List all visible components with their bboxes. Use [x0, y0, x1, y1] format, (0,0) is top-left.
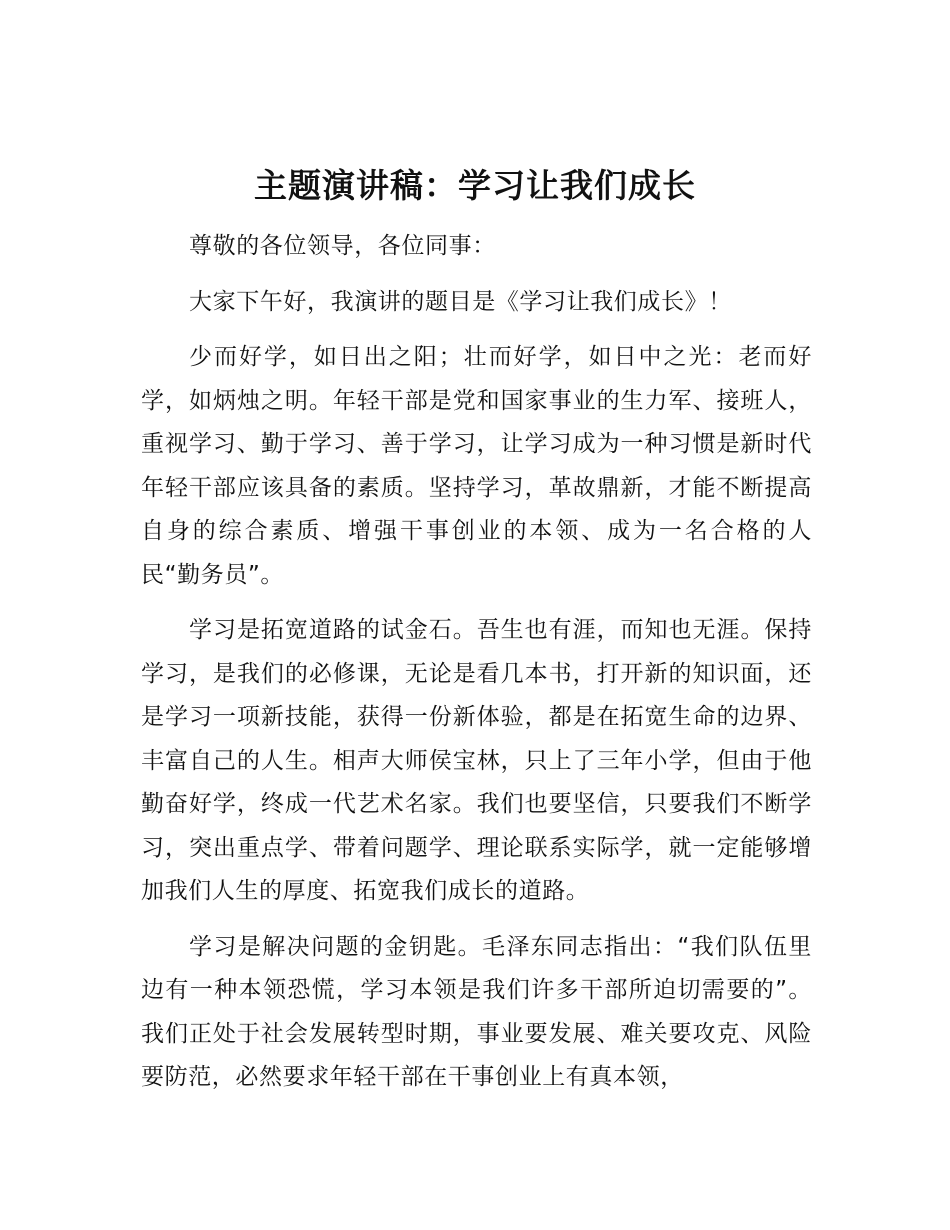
document-body	[141, 225, 812, 1112]
paragraph-greeting: 大家下午好，我演讲的题目是《学习让我们成长》！	[189, 288, 732, 315]
document-title: 主题演讲稿：学习让我们成长	[254, 166, 696, 205]
paragraph-salutation: 尊敬的各位领导，各位同事：	[189, 233, 496, 259]
paragraph-learning-path: 学习是拓宽道路的试金石。吾生也有涯，而知也无涯。保持学习，是我们的必修课，无论是看几本书，打开新的知识面，还是学习一项新技能，获得一份新体验，都是在拓宽生命的边界、丰富自己的人生。相声大师侯宝林，只上了三年小学，但由于他勤奋好学，终成一代艺术名家。我们也要坚信，只要我们不断学习，突出重点学、带着问题学、理论联系实际学，就一定能够增加我们人生的厚度、拓宽我们成长的道路。	[141, 617, 812, 904]
paragraph-learning-key: 学习是解决问题的金钥匙。毛泽东同志指出：“我们队伍里边有一种本领恐慌，学习本领是我们许多干部所迫切需要的”。我们正处于社会发展转型时期，事业要发展、难关要攻克、风险要防范，必然要求年轻干部在干事创业上有真本领，	[141, 933, 812, 1090]
paragraph-intro: 少而好学，如日出之阳；壮而好学，如日中之光：老而好学，如炳烛之明。年轻干部是党和国家事业的生力军、接班人，重视学习、勤于学习、善于学习，让学习成为一种习惯是新时代年轻干部应该具备的素质。坚持学习，革故鼎新，才能不断提高自身的综合素质、增强干事创业的本领、成为一名合格的人民“勤务员”。	[141, 344, 812, 588]
